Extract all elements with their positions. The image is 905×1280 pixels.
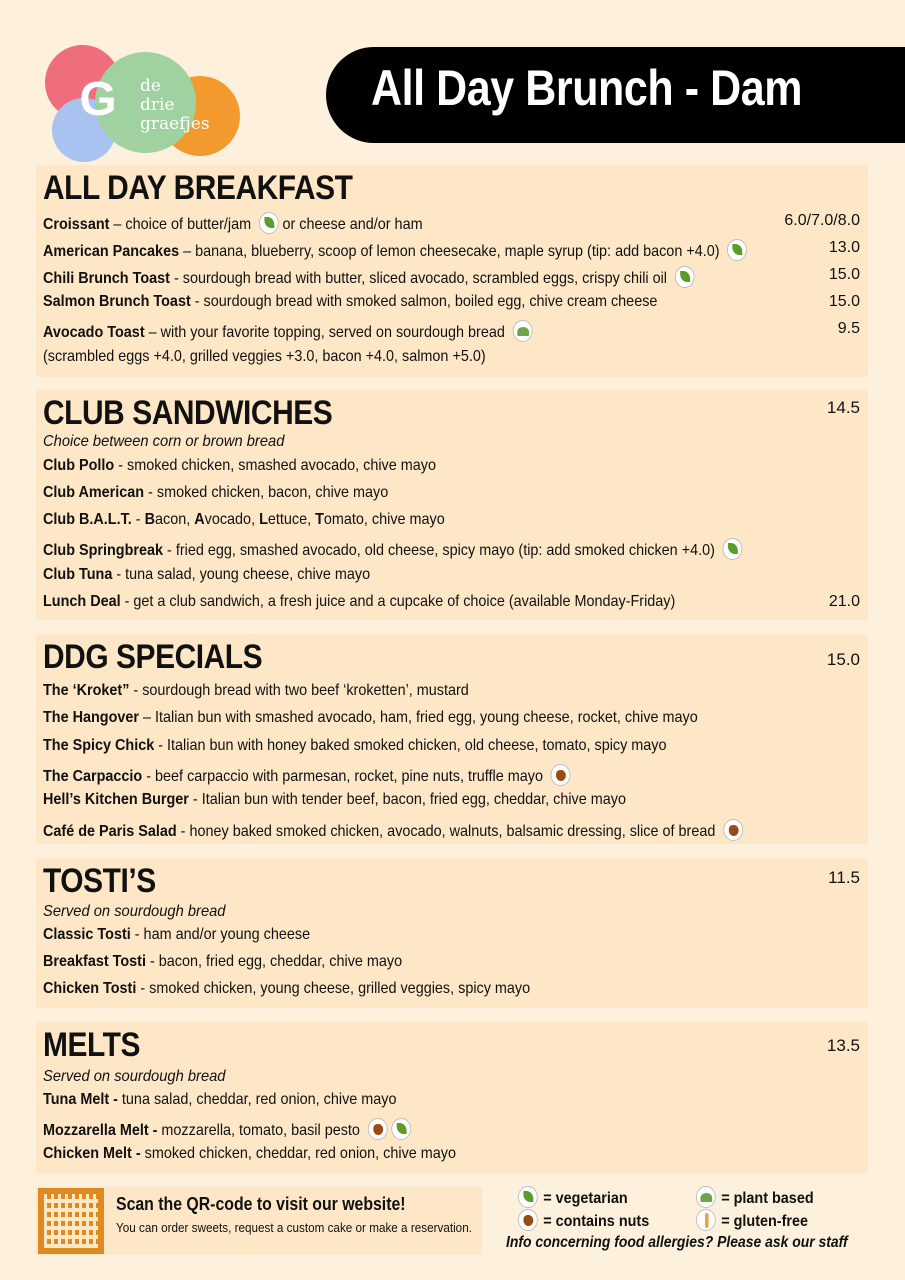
extras-line	[43, 348, 860, 374]
item-name: Chili Brunch Toast	[43, 270, 170, 287]
item-desc: tuna salad, cheddar, red onion, chive mayo	[117, 1091, 397, 1108]
logo-letter: G	[79, 73, 117, 126]
item-price: 21.0	[828, 593, 860, 610]
item-name: Breakfast Tosti	[43, 953, 146, 970]
balt-letter: A	[194, 511, 205, 528]
menu-item	[43, 1118, 860, 1144]
item-name: Club Pollo	[43, 457, 115, 474]
item-desc: - honey baked smoked chicken, avocado, walnuts, balsamic dressing, slice of bread	[176, 823, 720, 840]
item-desc: – with your favorite topping, served on sourdough bread	[144, 324, 509, 341]
extras-text: (scrambled eggs +4.0, grilled veggies +3.0, bacon +4.0, salmon +5.0)	[43, 348, 486, 365]
section-specials	[36, 634, 868, 844]
section-melts	[36, 1022, 868, 1174]
item-name: American Pancakes	[43, 243, 180, 260]
item-desc: - ham and/or young cheese	[130, 926, 311, 943]
section-price: 11.5	[828, 868, 860, 887]
item-name: Café de Paris Salad	[43, 823, 177, 840]
nut-icon	[723, 819, 743, 841]
item-name: Avocado Toast	[43, 324, 145, 341]
item-desc: smoked chicken, cheddar, red onion, chive mayo	[140, 1145, 457, 1162]
item-desc: omato, chive mayo	[323, 511, 445, 528]
item-desc: – banana, blueberry, scoop of lemon cheesecake, maple syrup (tip: add bacon +4.0)	[179, 243, 724, 260]
item-desc: - sourdough bread with two beef ‘kroketten’, mustard	[129, 682, 469, 699]
wheat-icon	[696, 1209, 716, 1231]
menu-item	[43, 953, 860, 979]
legend-label: = gluten-free	[721, 1213, 809, 1230]
item-price: 9.5	[837, 320, 860, 337]
section-price: 13.5	[826, 1036, 860, 1055]
menu-item	[43, 926, 860, 952]
plant-based-icon	[512, 320, 532, 342]
item-desc: ettuce,	[267, 511, 316, 528]
plant-based-icon	[696, 1186, 716, 1208]
menu-item	[43, 819, 860, 845]
legend-label: = contains nuts	[543, 1213, 650, 1230]
item-name: The ‘Kroket”	[43, 682, 130, 699]
vegetarian-icon	[259, 212, 279, 234]
legend-vegetarian	[518, 1186, 628, 1208]
item-desc: - fried egg, smashed avocado, old cheese, spicy mayo (tip: add smoked chicken +4.0)	[163, 542, 719, 559]
menu-item	[43, 484, 860, 510]
page-title: All Day Brunch - Dam	[371, 60, 803, 116]
menu-item	[43, 538, 860, 564]
item-desc: - smoked chicken, smashed avocado, chive mayo	[114, 457, 436, 474]
balt-letter: B	[144, 511, 155, 528]
item-desc: – Italian bun with smashed avocado, ham, fried egg, young cheese, rocket, chive mayo	[139, 709, 698, 726]
section-tostis	[36, 858, 868, 1008]
section-subtitle: Choice between corn or brown bread	[43, 433, 285, 450]
item-price: 15.0	[828, 293, 860, 310]
menu-item	[43, 457, 860, 483]
item-name: Chicken Melt -	[43, 1145, 141, 1162]
section-subtitle: Served on sourdough bread	[43, 903, 226, 920]
section-title: TOSTI’S	[43, 862, 156, 900]
item-name: The Carpaccio	[43, 768, 143, 785]
item-name: Club B.A.L.T.	[43, 511, 132, 528]
item-desc: or cheese and/or ham	[278, 216, 423, 233]
section-subtitle: Served on sourdough bread	[43, 1068, 226, 1085]
menu-item	[43, 1091, 860, 1117]
item-name: Hell’s Kitchen Burger	[43, 791, 189, 808]
item-name: The Hangover	[43, 709, 140, 726]
item-desc: - beef carpaccio with parmesan, rocket, pine nuts, truffle mayo	[142, 768, 547, 785]
item-name: Chicken Tosti	[43, 980, 137, 997]
item-name: Mozzarella Melt -	[43, 1122, 158, 1139]
item-name: The Spicy Chick	[43, 737, 155, 754]
item-desc: - sourdough bread with smoked salmon, boiled egg, chive cream cheese	[190, 293, 658, 310]
menu-item	[43, 593, 860, 619]
allergy-note: Info concerning food allergies? Please ask our staff	[506, 1234, 848, 1251]
item-price: 6.0/7.0/8.0	[784, 212, 860, 229]
item-desc: - get a club sandwich, a fresh juice and a cupcake of choice (available Monday-Friday)	[120, 593, 676, 610]
menu-item	[43, 511, 860, 537]
item-desc: vocado,	[204, 511, 260, 528]
section-title: MELTS	[43, 1026, 140, 1064]
qr-text: You can order sweets, request a custom cake or make a reservation.	[116, 1220, 472, 1235]
menu-item	[43, 320, 860, 346]
menu-item	[43, 709, 860, 735]
item-desc: - smoked chicken, young cheese, grilled veggies, spicy mayo	[136, 980, 531, 997]
qr-box	[36, 1187, 482, 1255]
item-price: 15.0	[828, 266, 860, 283]
nut-icon	[368, 1118, 388, 1140]
item-desc: - sourdough bread with butter, sliced avocado, scrambled eggs, crispy chili oil	[169, 270, 672, 287]
menu-item	[43, 566, 860, 592]
menu-item	[43, 980, 860, 1006]
item-name: Salmon Brunch Toast	[43, 293, 191, 310]
item-desc: acon,	[154, 511, 195, 528]
item-name: Club Springbreak	[43, 542, 164, 559]
logo-name-line: graefjes	[140, 114, 210, 134]
section-title: DDG SPECIALS	[43, 638, 263, 676]
item-name: Club American	[43, 484, 145, 501]
qr-code[interactable]	[38, 1188, 104, 1254]
item-desc: -	[131, 511, 145, 528]
item-name: Tuna Melt -	[43, 1091, 118, 1108]
section-title: CLUB SANDWICHES	[43, 394, 333, 432]
balt-letter: T	[315, 511, 324, 528]
menu-item	[43, 682, 860, 708]
section-price: 15.0	[826, 650, 860, 669]
item-name: Lunch Deal	[43, 593, 121, 610]
item-name: Classic Tosti	[43, 926, 131, 943]
menu-item	[43, 293, 860, 319]
menu-item	[43, 266, 860, 292]
menu-item	[43, 764, 860, 790]
item-price: 13.0	[828, 239, 860, 256]
legend-plant-based	[696, 1186, 814, 1208]
legend	[506, 1184, 876, 1256]
menu-item	[43, 737, 860, 763]
vegetarian-icon	[727, 239, 747, 261]
item-desc: - tuna salad, young cheese, chive mayo	[112, 566, 371, 583]
section-club	[36, 390, 868, 620]
vegetarian-icon	[518, 1186, 538, 1208]
legend-label: = vegetarian	[543, 1190, 628, 1207]
menu-item	[43, 1145, 860, 1171]
section-title: ALL DAY BREAKFAST	[43, 169, 353, 207]
qr-title: Scan the QR-code to visit our website!	[116, 1194, 406, 1214]
item-desc: – choice of butter/jam	[109, 216, 256, 233]
vegetarian-icon	[723, 538, 743, 560]
section-breakfast	[36, 165, 868, 377]
logo-name	[140, 77, 210, 134]
item-name: Club Tuna	[43, 566, 113, 583]
section-price: 14.5	[826, 398, 860, 417]
legend-nuts	[518, 1209, 649, 1231]
logo-name-line: drie	[140, 95, 175, 115]
nut-icon	[551, 764, 571, 786]
logo-name-line: de	[140, 76, 161, 96]
vegetarian-icon	[675, 266, 695, 288]
title-banner	[326, 47, 905, 143]
menu-item	[43, 212, 860, 238]
item-desc: - Italian bun with tender beef, bacon, fried egg, cheddar, chive mayo	[188, 791, 626, 808]
item-desc: mozzarella, tomato, basil pesto	[157, 1122, 364, 1139]
balt-letter: L	[259, 511, 268, 528]
item-desc: - smoked chicken, bacon, chive mayo	[144, 484, 389, 501]
item-name: Croissant	[43, 216, 110, 233]
legend-gluten-free	[696, 1209, 808, 1231]
logo	[40, 40, 250, 165]
nut-icon	[518, 1209, 538, 1231]
vegetarian-icon	[391, 1118, 411, 1140]
legend-label: = plant based	[721, 1190, 814, 1207]
menu-item	[43, 791, 860, 817]
item-desc: - Italian bun with honey baked smoked chicken, old cheese, tomato, spicy mayo	[154, 737, 667, 754]
menu-item	[43, 239, 860, 265]
item-desc: - bacon, fried egg, cheddar, chive mayo	[145, 953, 403, 970]
